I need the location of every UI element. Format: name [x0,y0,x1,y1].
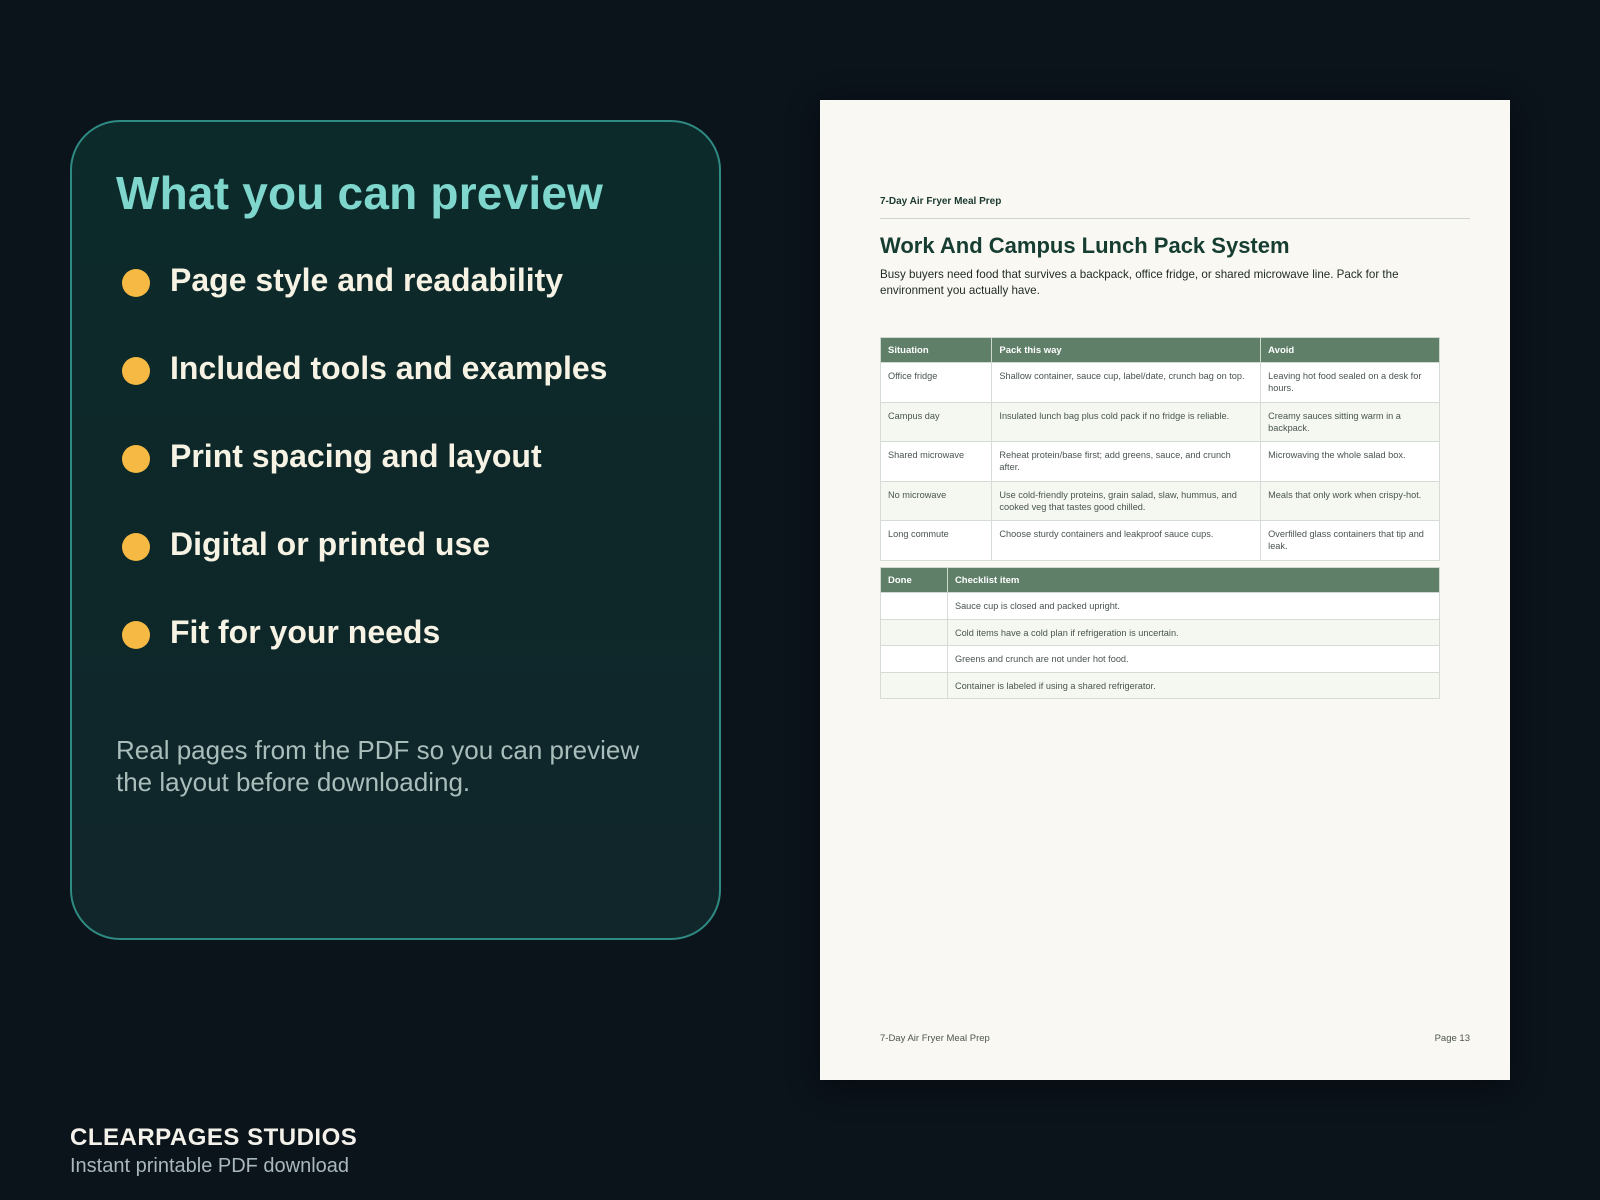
situations-table [880,337,1440,561]
feature-item [116,338,675,398]
feature-label: Included tools and examples [170,350,608,386]
table-cell: Shared microwave [881,442,992,482]
feature-item [116,602,675,662]
bullet-dot-icon [122,621,150,649]
table-header-row [881,338,1440,363]
doc-intro: Busy buyers need food that survives a backpack, office fridge, or shared microwave line. Pack for the environment you actually have. [880,268,1399,297]
table-cell: Long commute [881,521,992,561]
table-row [881,593,1440,620]
table-cell: Greens and crunch are not under hot food. [947,646,1439,673]
table-cell: Shallow container, sauce cup, label/date, crunch bag on top. [992,363,1261,403]
table-row [881,481,1440,521]
table-cell: Microwaving the whole salad box. [1261,442,1440,482]
table-header-row [881,568,1440,593]
table-cell: Cold items have a cold plan if refrigeration is uncertain. [947,619,1439,646]
table-cell: Reheat protein/base first; add greens, sauce, and crunch after. [992,442,1261,482]
table-cell: No microwave [881,481,992,521]
table-cell: Sauce cup is closed and packed upright. [947,593,1439,620]
column-header: Avoid [1261,338,1440,363]
page-number: Page 13 [1434,1033,1470,1044]
table-row [881,646,1440,673]
feature-label: Page style and readability [170,262,564,298]
brand-tagline: Instant printable PDF download [70,1155,350,1177]
done-cell [881,672,948,699]
table-row [881,672,1440,699]
done-cell [881,593,948,620]
bullet-dot-icon [122,533,150,561]
table-cell: Meals that only work when crispy-hot. [1261,481,1440,521]
column-header: Checklist item [947,568,1439,593]
table-cell: Overfilled glass containers that tip and leak. [1261,521,1440,561]
card-title: What you can preview [116,167,604,219]
bullet-dot-icon [122,445,150,473]
feature-label: Fit for your needs [170,614,441,650]
done-cell [881,619,948,646]
brand-footer [70,1126,357,1176]
card-note: Real pages from the PDF so you can preview the layout before downloading. [116,735,640,797]
table-row [881,442,1440,482]
table-cell: Leaving hot food sealed on a desk for hours. [1261,363,1440,403]
table-row [881,619,1440,646]
feature-label: Digital or printed use [170,526,491,562]
table-row [881,363,1440,403]
checklist-table [880,567,1440,699]
table-cell: Office fridge [881,363,992,403]
bullet-dot-icon [122,357,150,385]
table-cell: Use cold-friendly proteins, grain salad, slaw, hummus, and cooked veg that tastes good chilled. [992,481,1261,521]
table-cell: Choose sturdy containers and leakproof sauce cups. [992,521,1261,561]
table-row [881,402,1440,442]
done-cell [881,646,948,673]
column-header: Pack this way [992,338,1261,363]
feature-item [116,250,675,310]
doc-footer-title: 7-Day Air Fryer Meal Prep [880,1033,990,1044]
table-row [881,521,1440,561]
column-header: Situation [881,338,992,363]
table-cell: Campus day [881,402,992,442]
header-divider [880,218,1470,219]
preview-card [70,120,721,940]
doc-title: Work And Campus Lunch Pack System [880,233,1290,258]
feature-label: Print spacing and layout [170,438,542,474]
feature-item [116,514,675,574]
feature-list [116,250,675,662]
table-cell: Creamy sauces sitting warm in a backpack. [1261,402,1440,442]
feature-item [116,426,675,486]
pdf-page-preview [820,100,1510,1080]
bullet-dot-icon [122,269,150,297]
brand-name: CLEARPAGES STUDIOS [70,1124,358,1151]
doc-running-header: 7-Day Air Fryer Meal Prep [880,196,1002,207]
table-cell: Insulated lunch bag plus cold pack if no fridge is reliable. [992,402,1261,442]
column-header: Done [881,568,948,593]
table-cell: Container is labeled if using a shared refrigerator. [947,672,1439,699]
